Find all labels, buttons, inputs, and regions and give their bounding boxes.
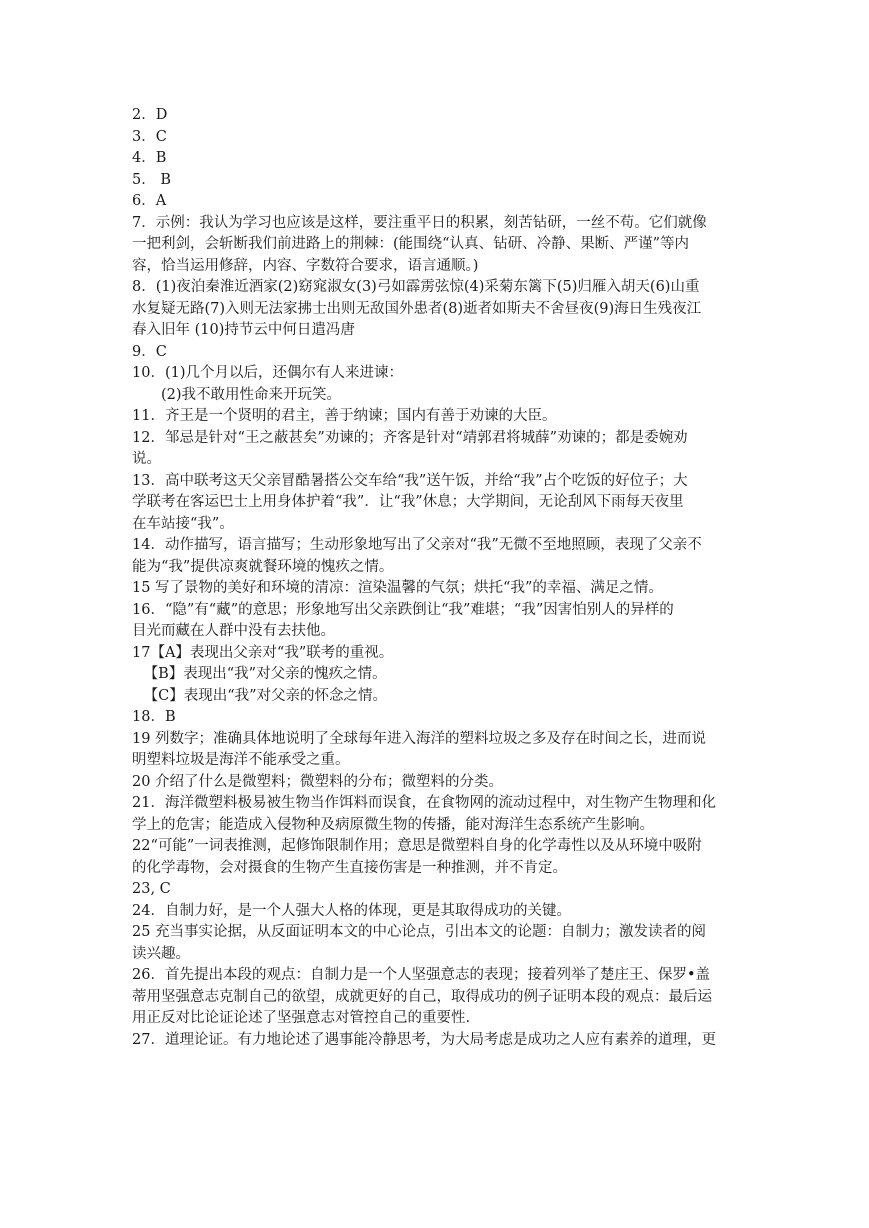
text-line: 19 列数字；准确具体地说明了全球每年进入海洋的塑料垃圾之多及存在时间之长，进而说 bbox=[132, 730, 707, 747]
text-line: 14．动作描写，语言描写；生动形象地写出了父亲对“我”无微不至地照顾，表现了父亲不 bbox=[132, 537, 702, 553]
text-line: 12．邹忌是针对“王之蔽甚矣”劝谏的；齐客是针对“靖郭君将城薛”劝谏的；都是委婉劝 bbox=[132, 429, 688, 446]
text-line: 13．高中联考这天父亲冒酷暑搭公交车给“我”送午饭，并给“我”占个吃饭的好位子；大 bbox=[132, 472, 688, 489]
text-line: 20 介绍了什么是微塑料；微塑料的分布；微塑料的分类。 bbox=[132, 773, 504, 790]
text-line: 10．(1)几个月以后，还偶尔有人来进谏： bbox=[132, 365, 403, 381]
text-line: 在车站接“我”。 bbox=[132, 515, 234, 532]
text-line: 【C】表现出“我”对父亲的怀念之情。 bbox=[143, 687, 388, 704]
answer-key-text bbox=[132, 105, 738, 1051]
text-line: 用正反对比论证论述了坚强意志对管控自己的重要性. bbox=[132, 1010, 471, 1026]
text-line: 16．“隐”有“藏”的意思；形象地写出父亲跌倒让“我”难堪；“我”因害怕别人的异样的 bbox=[132, 601, 674, 618]
text-line: 的化学毒物，会对摄食的生物产生直接伤害是一种推测，并不肯定。 bbox=[132, 859, 567, 876]
text-line: 21．海洋微塑料极易被生物当作饵料而误食，在食物网的流动过程中，对生物产生物理和化 bbox=[132, 795, 716, 811]
text-line: 22“可能”一词表推测，起修饰限制作用；意思是微塑料自身的化学毒性以及从环境中吸附 bbox=[132, 838, 702, 854]
text-line: 水复疑无路(7)入则无法家拂士出则无敌国外患者(8)逝者如斯夫不舍昼夜(9)海日生残夜江 bbox=[132, 300, 702, 317]
text-line: 2．D bbox=[132, 107, 168, 123]
text-line: 23, C bbox=[132, 881, 171, 897]
text-line: 明塑料垃圾是海洋不能承受之重。 bbox=[132, 752, 350, 768]
text-line: 17【A】表现出父亲对“我”联考的重视。 bbox=[132, 644, 394, 661]
text-line: 26．首先提出本段的观点：自制力是一个人坚强意志的表现；接着列举了楚庄王、保罗•盖 bbox=[132, 967, 710, 983]
text-line: 读兴趣。 bbox=[132, 945, 190, 962]
text-line: 5． B bbox=[132, 171, 171, 188]
text-line: (2)我不敢用性命来开玩笑。 bbox=[161, 386, 342, 403]
text-line: 说。 bbox=[132, 451, 161, 467]
text-line: 4．B bbox=[132, 150, 167, 166]
text-line: 6．A bbox=[132, 193, 167, 209]
text-line: 9．C bbox=[132, 343, 167, 360]
text-line: 27．道理论证。有力地论述了遇事能冷静思考，为大局考虑是成功之人应有素养的道理，更 bbox=[132, 1031, 716, 1048]
text-line: 蒂用坚强意志克制自己的欲望，成就更好的自己，取得成功的例子证明本段的观点：最后运 bbox=[132, 988, 712, 1005]
text-line: 18．B bbox=[132, 709, 176, 725]
text-line: 学上的危害；能造成入侵物种及病原微生物的传播，能对海洋生态系统产生影响。 bbox=[132, 816, 654, 833]
text-line: 24．自制力好，是一个人强大人格的体现，更是其取得成功的关键。 bbox=[132, 902, 571, 919]
text-line: 11．齐王是一个贤明的君主，善于纳谏；国内有善于劝谏的大臣。 bbox=[132, 408, 557, 424]
text-line: 3．C bbox=[132, 128, 167, 145]
text-line: 8．(1)夜泊秦淮近酒家(2)窈窕淑女(3)弓如霹雳弦惊(4)采菊东篱下(5)归雁入胡天(6)山重 bbox=[132, 279, 700, 295]
text-line: 25 充当事实论据，从反面证明本文的中心论点，引出本文的论题：自制力；激发读者的阅 bbox=[132, 924, 707, 940]
text-line: 目光而藏在人群中没有去扶他。 bbox=[132, 623, 335, 639]
text-line: 学联考在客运巴士上用身体护着“我”．让“我”休息；大学期间，无论刮风下雨每天夜里 bbox=[132, 494, 684, 510]
text-line: 容，恰当运用修辞，内容、字数符合要求，语言通顺。) bbox=[132, 257, 479, 274]
text-line: 7．示例：我认为学习也应该是这样，要注重平日的积累，刻苦钻研，一丝不苟。它们就像 bbox=[132, 214, 707, 231]
text-line: 一把利剑，会斩断我们前进路上的荆棘：(能围绕“认真、钻研、冷静、果断、严谨”等内 bbox=[132, 236, 689, 252]
text-line: 【B】表现出“我”对父亲的愧疚之情。 bbox=[143, 666, 387, 682]
text-line: 春入旧年 (10)持节云中何日遣冯唐 bbox=[132, 322, 355, 338]
text-line: 15 写了景物的美好和环境的清凉：渲染温馨的气氛；烘托“我”的幸福、满足之情。 bbox=[132, 580, 663, 596]
text-line: 能为“我”提供凉爽就餐环境的愧疚之情。 bbox=[132, 558, 394, 575]
